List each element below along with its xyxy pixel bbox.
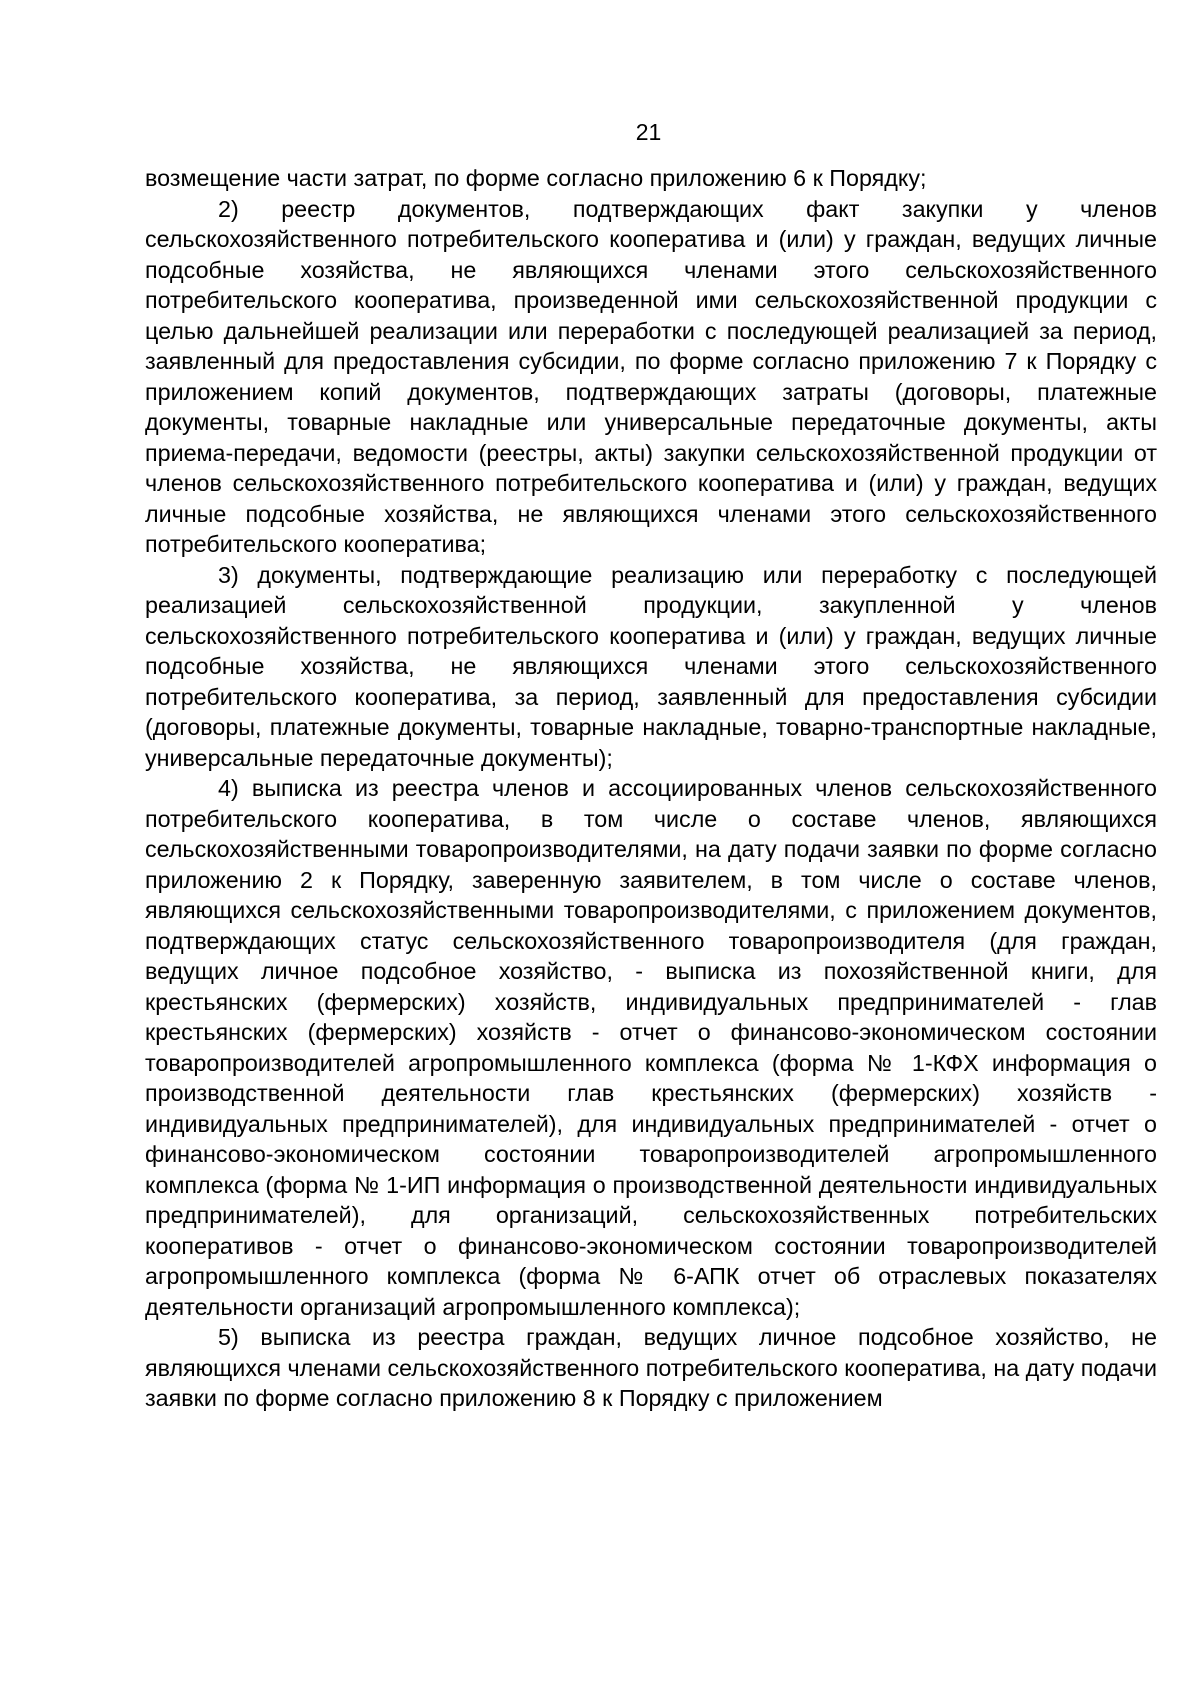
paragraph-item-4: 4) выписка из реестра членов и ассоциированных членов сельскохозяйственного потребительского кооператива, в том числе о составе членов, являющихся сельскохозяйственными товаропроизводителями, на дату подачи заявки по форме согласно приложению 2 к Порядку, заверенную заявителем, в том числе о составе членов, являющихся сельскохозяйственными товаропроизводителями, с приложением документов, подтверждающих статус сельскохозяйственного товаропроизводителя (для граждан, ведущих личное подсобное хозяйство, - выписка из похозяйственной книги, для крестьянских (фермерских) хозяйств, индивидуальных предпринимателей - глав крестьянских (фермерских) хозяйств - отчет о финансово-экономическом состоянии товаропроизводителей агропромышленного комплекса (форма № 1-КФХ информация о производственной деятельности глав крестьянских (фермерских) хозяйств - индивидуальных предпринимателей), для индивидуальных предпринимателей - отчет о финансово-экономическом состоянии товаропроизводителей агропромышленного комплекса (форма № 1-ИП информация о производственной деятельности индивидуальных предпринимателей), для организаций, сельскохозяйственных потребительских кооперативов - отчет о финансово-экономическом состоянии товаропроизводителей агропромышленного комплекса (форма № 6-АПК отчет об отраслевых показателях деятельности организаций агропромышленного комплекса); [145, 775, 1157, 1320]
paragraph-item-5: 5) выписка из реестра граждан, ведущих личное подсобное хозяйство, не являющихся членами сельскохозяйственного потребительского кооператива, на дату подачи заявки по форме согласно приложению 8 к Порядку с приложением [145, 1324, 1157, 1411]
paragraph-item-2: 2) реестр документов, подтверждающих факт закупки у членов сельскохозяйственного потребительского кооператива и (или) у граждан, ведущих личные подсобные хозяйства, не являющихся членами этого сельскохозяйственного потребительского кооператива, произведенной ими сельскохозяйственной продукции с целью дальнейшей реализации или переработки с последующей реализацией за период, заявленный для предоставления субсидии, по форме согласно приложению 7 к Порядку с приложением копий документов, подтверждающих затраты (договоры, платежные документы, товарные накладные или универсальные передаточные документы, акты приема-передачи, ведомости (реестры, акты) закупки сельскохозяйственной продукции от членов сельскохозяйственного потребительского кооператива и (или) у граждан, ведущих личные подсобные хозяйства, не являющихся членами этого сельскохозяйственного потребительского кооператива; [145, 195, 1157, 557]
paragraph-item-3: 3) документы, подтверждающие реализацию или переработку с последующей реализацией сельскохозяйственной продукции, закупленной у членов сельскохозяйственного потребительского кооператива и (или) у граждан, ведущих личные подсобные хозяйства, не являющихся членами этого сельскохозяйственного потребительского кооператива, за период, заявленный для предоставления субсидии (договоры, платежные документы, товарные накладные, товарно-транспортные накладные, универсальные передаточные документы); [145, 561, 1157, 771]
document-body [145, 163, 1157, 1414]
page-number: 21 [635, 119, 662, 145]
paragraph-continuation: возмещение части затрат, по форме согласно приложению 6 к Порядку; [145, 165, 927, 191]
